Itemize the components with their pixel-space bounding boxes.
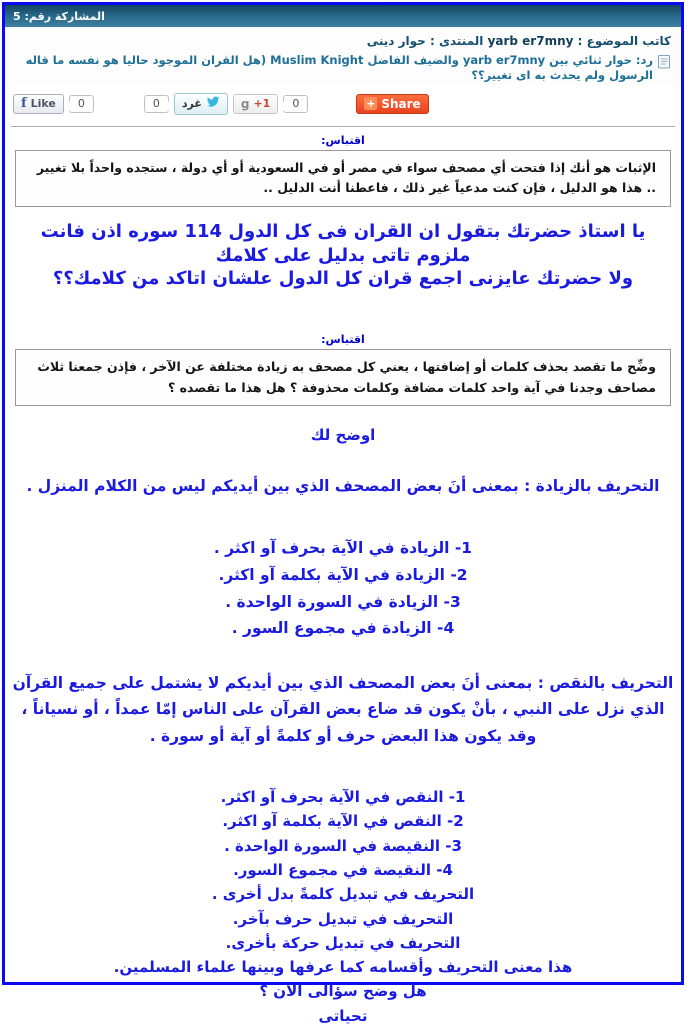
list-item: 4- الزيادة في مجموع السور . bbox=[231, 619, 455, 638]
post-number-bar bbox=[5, 5, 681, 27]
closing-line: تحياتى bbox=[318, 1006, 368, 1025]
forum-name[interactable]: حوار دينى bbox=[366, 34, 426, 48]
post-document-icon bbox=[658, 54, 671, 74]
header-divider bbox=[11, 126, 675, 127]
closing-line: هل وضح سؤالى الان ؟ bbox=[259, 982, 427, 1001]
share-button[interactable] bbox=[356, 94, 428, 114]
plusone-count[interactable]: 0 bbox=[283, 95, 308, 113]
forum-label: المنتدى : bbox=[430, 34, 484, 48]
reply-line-2: ولا حضرتك عايزنى اجمع قران كل الدول علشان اتاكد من كلامك؟؟ bbox=[52, 268, 634, 290]
reply-main-text bbox=[13, 220, 673, 291]
list-item: 3- الزيادة في السورة الواحدة . bbox=[225, 592, 461, 611]
post-container bbox=[2, 2, 684, 1025]
twitter-bird-icon bbox=[206, 96, 220, 112]
tahreef-naqs-intro: التحريف بالنقص : بمعنى أنَ بعض المصحف الذي بين أيديكم لا يشتمل على جميع القرآن الذي نزل على النبي ، بأنْ يكون قد ضاع بعض القرآن على الناس إمّا عمداً ، أو نسياناً ، وقد يكون هذا البعض حرف أو كلمةً أو آية أو سورة . bbox=[12, 674, 674, 745]
facebook-like-label: Like bbox=[30, 96, 56, 110]
clarify-line: اوضح لك bbox=[310, 426, 376, 445]
tahreef-ziyada-intro: التحريف بالزيادة : بمعنى أنَ بعض المصحف الذي بين أيديكم ليس من الكلام المنزل . bbox=[26, 477, 660, 496]
closing-lines bbox=[5, 882, 681, 1028]
ziyada-list bbox=[5, 535, 681, 642]
closing-line: هذا معنى التحريف وأقسامه كما عرفها وبينها علماء المسلمين. bbox=[113, 958, 573, 977]
plusone-label: +1 bbox=[253, 96, 271, 110]
closing-line: التحريف في تبديل حرف بآخر. bbox=[232, 909, 454, 928]
post-number: المشاركة رقم: 5 bbox=[13, 9, 105, 23]
reply-line-1: يا استاذ حضرتك بتقول ان القران فى كل الدول 114 سوره اذن فانت ملزوم تاتى بدليل على كلامك bbox=[40, 220, 646, 266]
thread-title: رد: حوار ثنائي بين yarb er7mny والضيف الفاضل Muslim Knight (هل القران الموجود حاليا هو نفسه ما قاله الرسول ولم يحدث به اى تغيير؟؟ bbox=[25, 52, 653, 83]
list-item: 1- الزيادة في الآية بحرف آو اكثر . bbox=[213, 539, 473, 558]
post-header bbox=[5, 27, 681, 84]
list-item: 2- الزيادة في الآية بكلمة آو اكثر. bbox=[218, 566, 468, 585]
closing-line: التحريف في تبديل حركة بأخرى. bbox=[225, 933, 461, 952]
list-item: 2- النقص في الآية بكلمة آو اكثر. bbox=[222, 812, 464, 831]
post-meta bbox=[15, 34, 671, 50]
share-plus-icon: + bbox=[366, 97, 376, 111]
google-plusone-button[interactable] bbox=[233, 94, 278, 114]
facebook-icon: f bbox=[21, 95, 27, 111]
thread-title-row bbox=[15, 53, 671, 84]
quote-box-1: الإثبات هو أنك إذا فتحت أي مصحف سواء في مصر أو في السعودية أو أي دولة ، ستجده واحداً بلا تغيير .. هذا هو الدليل ، فإن كنت مدعياً غير ذلك ، فاعطنا أنت الدليل .. bbox=[15, 150, 671, 207]
author-label: كاتب الموضوع : bbox=[577, 34, 671, 48]
list-item: 3- النقيصة في السورة الواحدة . bbox=[224, 836, 462, 855]
facebook-like-button[interactable] bbox=[13, 94, 64, 114]
tweet-label: غرد bbox=[181, 96, 202, 110]
author-name[interactable]: yarb er7mny bbox=[487, 34, 574, 48]
list-item: 4- النقيصة في مجموع السور. bbox=[233, 860, 453, 879]
tweet-count[interactable]: 0 bbox=[144, 95, 169, 113]
naqs-list bbox=[5, 785, 681, 882]
quote-label-1: اقتباس: bbox=[321, 133, 365, 147]
list-item: 1- النقص في الآية بحرف آو اكثر. bbox=[220, 788, 466, 807]
google-plus-icon: g bbox=[240, 96, 250, 111]
tweet-button[interactable] bbox=[174, 93, 228, 115]
quote-label-2: اقتباس: bbox=[321, 333, 365, 347]
social-share-row bbox=[5, 84, 681, 122]
quote-box-2: وضِّح ما تقصد بحذف كلمات أو إضافتها ، يعني كل مصحف به زيادة مختلفة عن الآخر ، فإذن جمعنا ثلاث مصاحف وجدنا في آية واحد كلمات مضافة وكلمات محذوفة ؟ هل هذا ما تقصده ؟ bbox=[15, 349, 671, 406]
closing-line: التحريف في تبديل كلمةً بدل أخرى . bbox=[211, 885, 475, 904]
share-label: Share bbox=[381, 96, 421, 111]
facebook-like-count[interactable]: 0 bbox=[69, 95, 94, 113]
